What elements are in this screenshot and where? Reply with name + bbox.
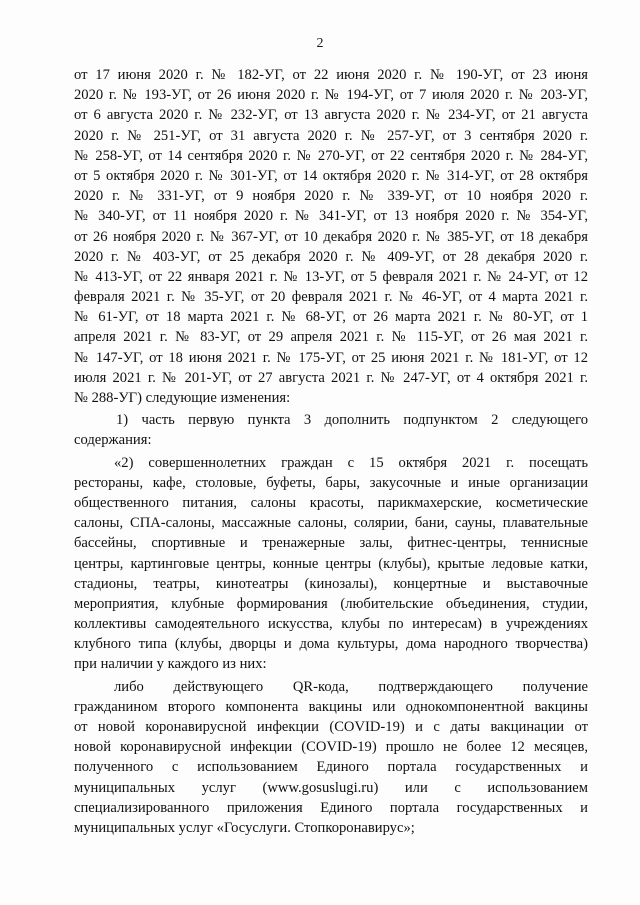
text-line: от 17 июня 2020 г. № 182-УГ, от 22 июня 2020 г. № 190-УГ, от 23 июня — [74, 67, 588, 83]
text-line: 2020 г. № 251-УГ, от 31 августа 2020 г. № 257-УГ, от 3 сентября 2020 г. — [74, 127, 588, 144]
text-line: мероприятия, клубные формирования (любительские объединения, студии, — [74, 595, 588, 612]
text-line: апреля 2021 г. № 83-УГ, от 29 апреля 2021 г. № 115-УГ, от 26 мая 2021 г. — [74, 329, 588, 346]
text-line: 1) часть первую пункта 3 дополнить подпунктом 2 следующего — [116, 412, 588, 429]
text-line: общественного питания, салоны красоты, парикмахерские, косметические — [74, 494, 588, 511]
text-line: от новой коронавирусной инфекции (COVID-19) и с даты вакцинации от — [74, 719, 588, 735]
text-line: № 258-УГ, от 14 сентября 2020 г. № 270-УГ, от 22 сентября 2020 г. № 284-УГ, — [74, 147, 588, 164]
text-line: № 413-УГ, от 22 января 2021 г. № 13-УГ, от 5 февраля 2021 г. № 24-УГ, от 12 — [74, 268, 588, 285]
text-line: № 288-УГ) следующие изменения: — [74, 390, 291, 406]
text-line: полученного с использованием Единого портала государственных и — [74, 759, 588, 776]
text-line: 2020 г. № 331-УГ, от 9 ноября 2020 г. № 339-УГ, от 10 ноября 2020 г. — [74, 188, 588, 205]
text-line: рестораны, кафе, столовые, буфеты, бары, закусочные и иные организации — [74, 474, 588, 491]
text-line: муниципальных услуг (www.gosuslugi.ru) или с использованием — [74, 779, 588, 796]
text-line: 2020 г. № 193-УГ, от 26 июня 2020 г. № 194-УГ, от 7 июля 2020 г. № 203-УГ, — [74, 87, 588, 104]
text-line: муниципальных услуг «Госуслуги. Стопкоронавирус»; — [74, 819, 415, 836]
text-line: специализированного приложения Единого портала государственных и — [74, 799, 588, 816]
text-line: либо действующего QR-кода, подтверждающего получение — [114, 678, 588, 695]
text-line: при наличии у каждого из них: — [74, 656, 267, 673]
text-line: салоны, СПА-салоны, массажные салоны, солярии, бани, сауны, плавательные — [74, 515, 588, 532]
text-line: № 61-УГ, от 18 марта 2021 г. № 68-УГ, от 26 марта 2021 г. № 80-УГ, от 1 — [74, 309, 588, 326]
text-line: содержания: — [74, 432, 152, 449]
document-body — [74, 65, 588, 838]
text-line: «2) совершеннолетних граждан с 15 октября 2021 г. посещать — [114, 454, 588, 471]
page-number: 2 — [316, 36, 324, 51]
text-line: коллективы самодеятельного искусства, клубы по интересам) в учреждениях — [74, 616, 588, 633]
text-line: от 6 августа 2020 г. № 232-УГ, от 13 августа 2020 г. № 234-УГ, от 21 августа — [74, 107, 588, 124]
text-line: гражданином второго компонента вакцины или однокомпонентной вакцины — [74, 698, 588, 715]
text-line: 2020 г. № 403-УГ, от 25 декабря 2020 г. № 409-УГ, от 28 декабря 2020 г. — [74, 248, 588, 265]
text-line: № 147-УГ, от 18 июня 2021 г. № 175-УГ, от 25 июня 2021 г. № 181-УГ, от 12 — [74, 349, 588, 366]
text-line: июля 2021 г. № 201-УГ, от 27 августа 2021 г. № 247-УГ, от 4 октября 2021 г. — [74, 369, 588, 386]
text-line: бассейны, спортивные и тренажерные залы, фитнес-центры, теннисные — [74, 535, 588, 552]
text-line: № 340-УГ, от 11 ноября 2020 г. № 341-УГ, от 13 ноября 2020 г. № 354-УГ, — [74, 208, 588, 225]
text-line: новой коронавирусной инфекции (COVID-19) прошло не более 12 месяцев, — [74, 739, 588, 756]
text-line: стадионы, театры, кинотеатры (кинозалы), концертные и выставочные — [74, 575, 588, 592]
text-line: февраля 2021 г. № 35-УГ, от 20 февраля 2021 г. № 46-УГ, от 4 марта 2021 г. — [74, 289, 588, 306]
text-line: клубного типа (клубы, дворцы и дома культуры, дома народного творчества) — [74, 636, 588, 653]
text-line: от 26 ноября 2020 г. № 367-УГ, от 10 декабря 2020 г. № 385-УГ, от 18 декабря — [74, 228, 588, 245]
text-line: от 5 октября 2020 г. № 301-УГ, от 14 октября 2020 г. № 314-УГ, от 28 октября — [74, 167, 588, 184]
text-line: центры, картинговые центры, конные центры (клубы), крытые ледовые катки, — [74, 555, 588, 572]
